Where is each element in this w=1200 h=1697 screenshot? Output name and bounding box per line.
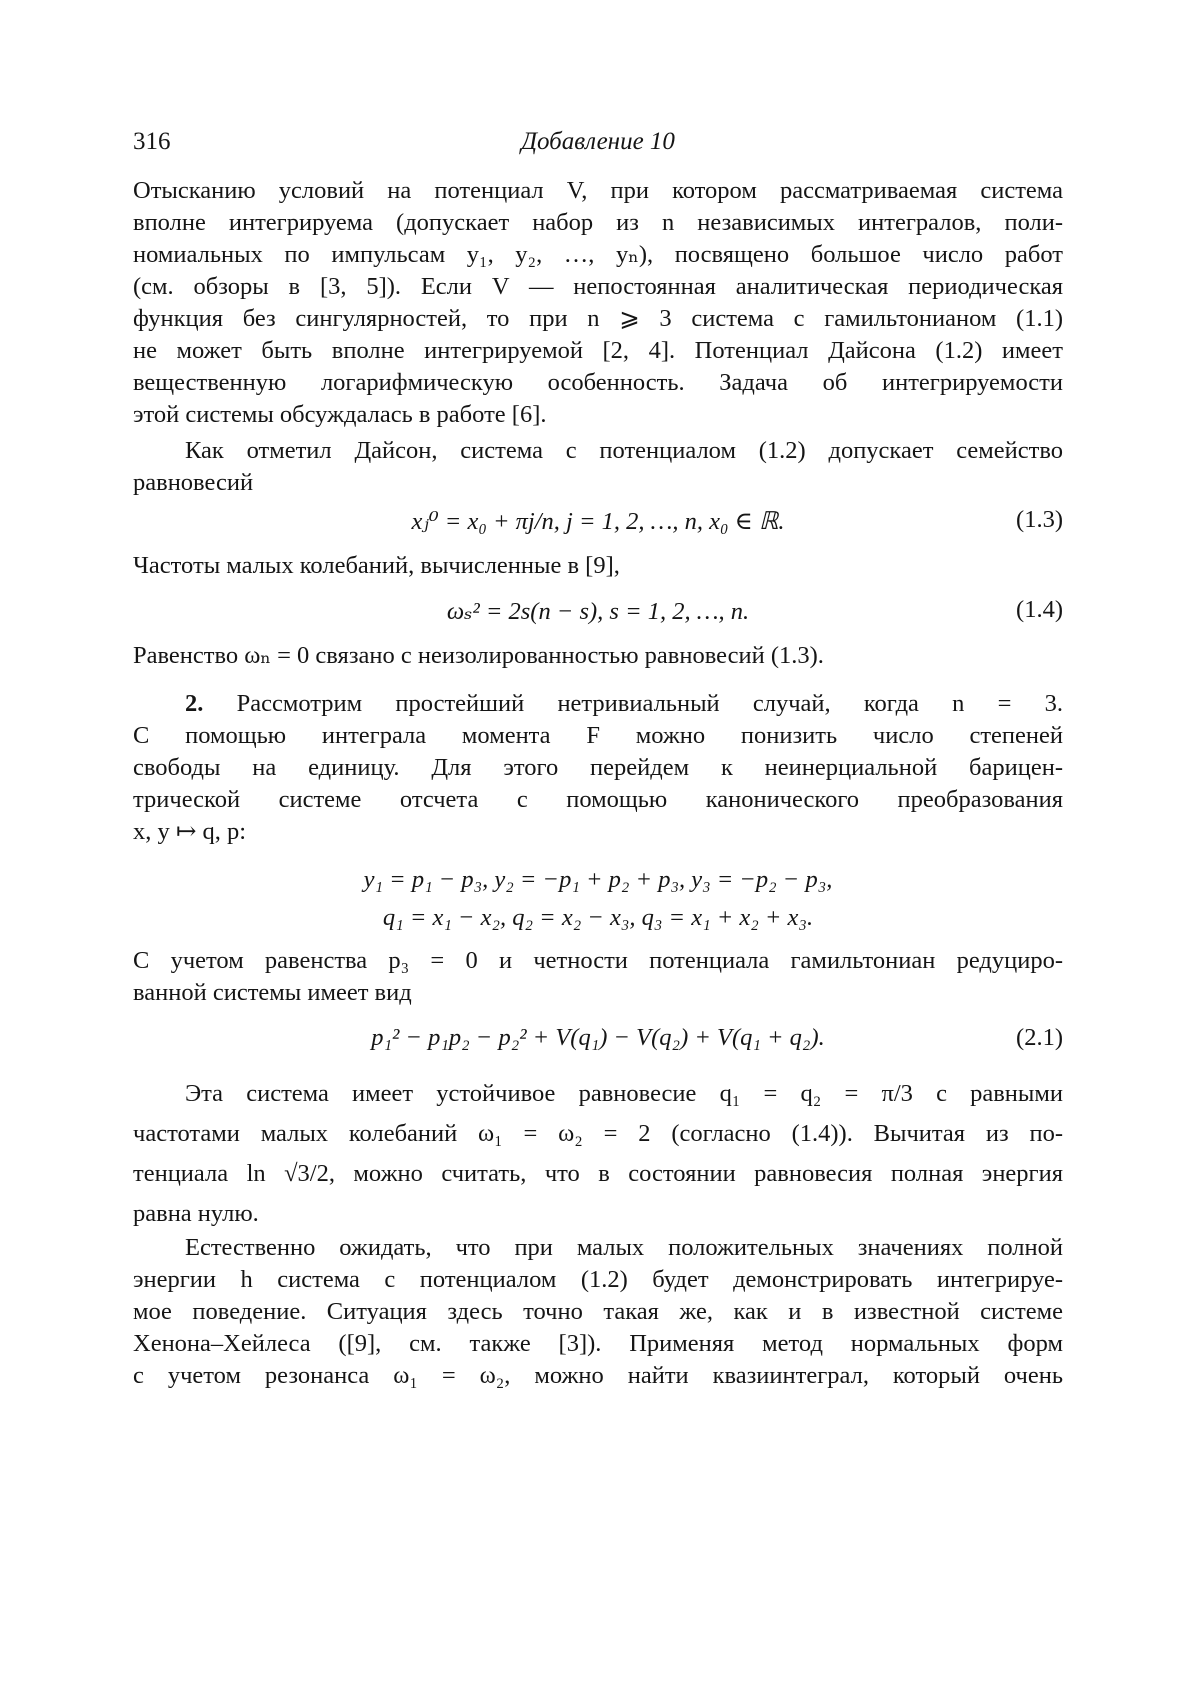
- equation-number: (1.3): [1016, 506, 1063, 533]
- equation-body: xⱼ⁰ = x₀ + πj/n, j = 1, 2, …, n, x₀ ∈ ℝ.: [411, 508, 785, 535]
- text-line: Как отметил Дайсон, система с потенциалом (1.2) допускает семейство: [185, 437, 1063, 464]
- equation-number: (2.1): [1016, 1024, 1063, 1051]
- equation-body: p₁² − p₁p₂ − p₂² + V(q₁) − V(q₂) + V(q₁ + q₂).: [371, 1024, 825, 1051]
- text-line: равновесий: [133, 469, 254, 496]
- text-line: тенциала ln √3/2, можно считать, что в состоянии равновесия полная энергия: [133, 1160, 1063, 1187]
- page: [133, 120, 1063, 160]
- text-line: (см. обзоры в [3, 5]). Если V — непостоянная аналитическая периодическая: [133, 273, 1063, 300]
- text-line: Эта система имеет устойчивое равновесие q₁ = q₂ = π/3 с равными: [185, 1080, 1063, 1107]
- text-line: Отысканию условий на потенциал V, при котором рассматриваемая система: [133, 177, 1063, 204]
- text-line: ванной системы имеет вид: [133, 979, 412, 1006]
- equation-1-4: [133, 590, 1063, 634]
- paragraph-8: [133, 1232, 1063, 1392]
- text-line: функция без сингулярностей, то при n ⩾ 3 система с гамильтонианом (1.1): [133, 305, 1063, 332]
- text-line: x, y ↦ q, p:: [133, 818, 247, 845]
- equation-body: y₁ = p₁ − p₃, y₂ = −p₁ + p₂ + p₃, y₃ = −p₂ − p₃,: [363, 866, 833, 893]
- page-header: [133, 120, 1063, 160]
- text-line: не может быть вполне интегрируемой [2, 4]. Потенциал Дайсона (1.2) имеет: [133, 337, 1063, 364]
- paragraph-7: [133, 1074, 1063, 1234]
- transform-equation-2: [133, 898, 1063, 942]
- text-line: мое поведение. Ситуация здесь точно такая же, как и в известной системе: [133, 1298, 1063, 1325]
- paragraph-1: [133, 175, 1063, 431]
- text-line: вполне интегрируема (допускает набор из n независимых интегралов, поли-: [133, 209, 1063, 236]
- text-line: энергии h система с потенциалом (1.2) будет демонстрировать интегрируе-: [133, 1266, 1063, 1293]
- equation-1-3: [133, 500, 1063, 544]
- paragraph-2: [133, 435, 1063, 499]
- paragraph-4: [133, 640, 1063, 672]
- text-line: вещественную логарифмическую особенность. Задача об интегрируемости: [133, 369, 1063, 396]
- paragraph-6: [133, 945, 1063, 1009]
- equation-number: (1.4): [1016, 596, 1063, 623]
- text-line: С помощью интеграла момента F можно понизить число степеней: [133, 722, 1063, 749]
- text-line: с учетом резонанса ω₁ = ω₂, можно найти квазиинтеграл, который очень: [133, 1362, 1063, 1389]
- page-number: 316: [133, 128, 171, 155]
- text-line: С учетом равенства p₃ = 0 и четности потенциала гамильтониан редуциро-: [133, 947, 1063, 974]
- equation-body: ωₛ² = 2s(n − s), s = 1, 2, …, n.: [446, 598, 750, 625]
- text-line: Равенство ωₙ = 0 связано с неизолированностью равновесий (1.3).: [133, 642, 824, 669]
- equation-2-1: [133, 1018, 1063, 1062]
- equation-body: q₁ = x₁ − x₂, q₂ = x₂ − x₃, q₃ = x₁ + x₂ + x₃.: [382, 904, 814, 931]
- text-line: Хенона–Хейлеса ([9], см. также [3]). Применяя метод нормальных форм: [133, 1330, 1063, 1357]
- text-line: Естественно ожидать, что при малых положительных значениях полной: [185, 1234, 1063, 1261]
- text-line: свободы на единицу. Для этого перейдем к неинерциальной барицен-: [133, 754, 1063, 781]
- running-title: Добавление 10: [521, 128, 675, 155]
- text-segment: Рассмотрим простейший нетривиальный случай, когда n = 3.: [236, 690, 1064, 717]
- text-line: номиальных по импульсам y₁, y₂, …, yₙ), посвящено большое число работ: [133, 241, 1063, 268]
- paragraph-3: [133, 550, 1063, 582]
- paragraph-5: [133, 688, 1063, 848]
- section-number: 2.: [185, 690, 204, 717]
- text-line: Частоты малых колебаний, вычисленные в [9],: [133, 552, 620, 579]
- text-line: трической системе отсчета с помощью канонического преобразования: [133, 786, 1063, 813]
- text-line: равна нулю.: [133, 1200, 259, 1227]
- text-line: частотами малых колебаний ω₁ = ω₂ = 2 (согласно (1.4)). Вычитая из по-: [133, 1120, 1063, 1147]
- text-line: [133, 688, 1063, 720]
- text-line: этой системы обсуждалась в работе [6].: [133, 401, 547, 428]
